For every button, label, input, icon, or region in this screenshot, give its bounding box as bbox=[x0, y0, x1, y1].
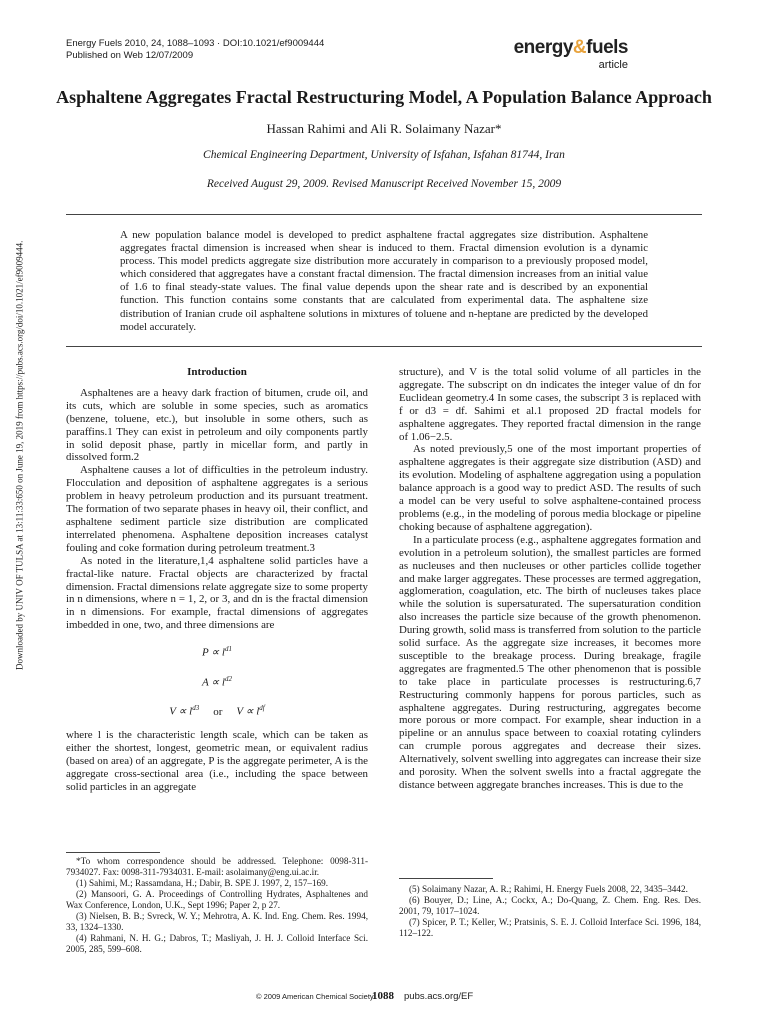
affiliation: Chemical Engineering Department, University of Isfahan, Isfahan 81744, Iran bbox=[203, 149, 565, 161]
equation-area: $A \propto l^{d2}$ bbox=[202, 674, 232, 689]
journal-url[interactable]: pubs.acs.org/EF bbox=[404, 991, 474, 1002]
footnote-rule-right bbox=[399, 878, 493, 879]
footnote: *To whom correspondence should be addressed. Telephone: 0098-311-7934027. Fax: 0098-311-7934031. E-mail: asolaimany@eng.ui.ac.ir. bbox=[66, 856, 368, 877]
download-stamp-text: Downloaded by UNIV OF TULSA at 13:11:33:650 on June 19, 2019 from https://pubs.acs.org/doi/10.1021/ef9009444. bbox=[14, 240, 25, 670]
copyright-notice: © 2009 American Chemical Society bbox=[256, 992, 374, 1001]
section-heading-introduction: Introduction bbox=[187, 366, 247, 378]
page-number: 1088 bbox=[372, 990, 394, 1002]
abstract-bottom-rule bbox=[66, 346, 702, 347]
footnote: (3) Nielsen, B. B.; Svreck, W. Y.; Mehrotra, A. K. Ind. Eng. Chem. Res. 1994, 33, 1324–1330. bbox=[66, 911, 368, 932]
abstract: A new population balance model is developed to predict asphaltene fractal aggregates size distribution. Asphaltene aggregates fractal dimension is increased when shear is induced to them. Fractal dimension evolution is a dynamic process. This model predicts aggregate size distribution more accurately in comparison to a previously proposed model, which considered that aggregates have a constant fractal dimension. The fractal dimension increases from an initial value of 1.6 to final steady-state values. The final value depends upon the shear rate and is described by an exponential function. This function contains some constants that are calculated from experimental data. The asphaltene size distribution of Iranian crude oil asphaltene solutions in mixtures of toluene and n-heptane are predicted by the developed model accurately. bbox=[120, 229, 648, 333]
logo-ampersand: & bbox=[572, 37, 587, 58]
article-type-label: article bbox=[598, 59, 628, 71]
body-column-left bbox=[66, 366, 368, 794]
download-stamp bbox=[0, 240, 40, 670]
paragraph: where l is the characteristic length scale, which can be taken as either the shortest, longest, geometric mean, or equivalent radius (based on area) of an aggregate, P is the aggregate perimeter, A is the aggregate cross-sectional area (i.e., including the space between solid particles in an aggregate bbox=[66, 729, 368, 793]
paper-title: Asphaltene Aggregates Fractal Restructuring Model, A Population Balance Approach bbox=[56, 87, 712, 107]
paragraph: structure), and V is the total solid volume of all particles in the aggregate. The subscript on dn indicates the integer value of dn for Euclidean geometry.4 In some cases, the subscript 3 is replaced with f or d3 = df. Sahimi et al.1 proposed 2D fractal models for asphaltene aggregates. They reported fractal dimension in the range of 1.06−2.5. bbox=[399, 366, 701, 443]
author-list: Hassan Rahimi and Ali R. Solaimany Nazar* bbox=[266, 121, 502, 136]
footnote: (4) Rahmani, N. H. G.; Dabros, T.; Masliyah, J. H. J. Colloid Interface Sci. 2005, 285, 599–608. bbox=[66, 933, 368, 954]
footnote: (2) Mansoori, G. A. Proceedings of Controlling Hydrates, Asphaltenes and Wax Conference, London, U.K., Sept 1996; Paper 2, p 27. bbox=[66, 889, 368, 910]
abstract-top-rule bbox=[66, 214, 702, 215]
publication-date: Published on Web 12/07/2009 bbox=[66, 50, 194, 61]
footnote: (7) Spicer, P. T.; Keller, W.; Pratsinis, S. E. J. Colloid Interface Sci. 1996, 184, 112–122. bbox=[399, 917, 701, 938]
body-column-right bbox=[399, 366, 701, 792]
footnotes-left bbox=[66, 856, 368, 955]
paragraph: As noted previously,5 one of the most important properties of asphaltene aggregates is their aggregate size distribution (ASD) and its evolution. Modeling of asphaltene aggregation using a population balance approach is a good way to predict ASD. The results of such a model can be very useful to solve asphaltene-contained process problems (e.g., in the modeling of porous media blockage or pipeline choking because of asphaltene aggregation). bbox=[399, 443, 701, 533]
paragraph: As noted in the literature,1,4 asphaltene solid particles have a fractal-like nature. Fractal objects are characterized by fractal dimension. Fractal dimensions relate aggregate size to some property in n dimensions, where n = 1, 2, or 3, and dn is the fractal dimension in n dimensions. For example, fractal dimensions of aggregates imbedded in one, two, and three dimensions are bbox=[66, 554, 368, 632]
footnote: (1) Sahimi, M.; Rassamdana, H.; Dabir, B. SPE J. 1997, 2, 157–169. bbox=[76, 878, 329, 888]
equation-volume: $V \propto l^{d3}$ or $V \propto l^{df}$ bbox=[169, 704, 265, 719]
journal-citation: Energy Fuels 2010, 24, 1088–1093 · DOI:10.1021/ef9009444 bbox=[66, 38, 325, 49]
footnote-rule-left bbox=[66, 852, 160, 853]
equation-perimeter: $P \propto l^{d1}$ bbox=[202, 645, 232, 659]
received-dates: Received August 29, 2009. Revised Manuscript Received November 15, 2009 bbox=[206, 178, 562, 190]
logo-energy: energy bbox=[513, 37, 573, 58]
logo-wordmark bbox=[488, 38, 628, 58]
footnote: (6) Bouyer, D.; Line, A.; Cockx, A.; Do-Quang, Z. Chem. Eng. Res. Des. 2001, 79, 1017–1024. bbox=[399, 895, 701, 916]
journal-logo bbox=[488, 38, 628, 71]
paragraph: In a particulate process (e.g., asphaltene aggregates formation and evolution in a petroleum solution), the smallest particles are formed as nucleuses and then nucleuses or other particles collide together and make larger aggregates. These processes are termed aggregation, agglomeration, coagulation, etc. The birth of nucleuses takes place while the solution is supersaturated. The supersaturation condition also increases the particle size because of the growth phenomenon. During growth, solid mass is transferred from solution to the particle solid surface. As the aggregate size increases, it becomes more susceptible to the breakage process. During breakage, fragile aggregates are fragmented.5 The other phenomenon that is possible to take place in particulate processes is restructuring.6,7 Restructuring commonly happens for porous particles, such as asphaltene aggregates. During restructuring, aggregates become more porous or more compact. For example, shear induction in a pipeline or an annulus space between to coaxial rotating cylinders can crumple porous aggregates and decrease their sizes. Alternatively, solvent swelling into aggregates can increase their size and porosity. When the solvent swells into a fractal aggregate the distance between aggregate branches increases. This is due to the bbox=[399, 533, 701, 791]
logo-fuels: fuels bbox=[586, 37, 628, 58]
footnotes-right bbox=[399, 884, 701, 939]
paragraph: Asphaltene causes a lot of difficulties in the petroleum industry. Flocculation and deposition of asphaltene aggregates is a serious problem in heavy petroleum production and its pursuant treatment. The formation of two separate phases in heavy oil, their conflict, and asphaltene sediment particle size distribution are complicated interrelated phenomena. Asphaltene deposition increases catalyst fouling and coke formation during petroleum treatment.3 bbox=[66, 464, 368, 554]
footnote: (5) Solaimany Nazar, A. R.; Rahimi, H. Energy Fuels 2008, 22, 3435–3442. bbox=[409, 884, 688, 894]
paragraph: Asphaltenes are a heavy dark fraction of bitumen, crude oil, and its cuts, which are soluble in some species, such as aromatics (benzene, toluene, etc.), but insoluble in some others, such as paraffins.1 They can exist in petroleum and oily components partly in solid deposit phase, partly in micellar form, and partly in dissolved form.2 bbox=[66, 386, 368, 464]
